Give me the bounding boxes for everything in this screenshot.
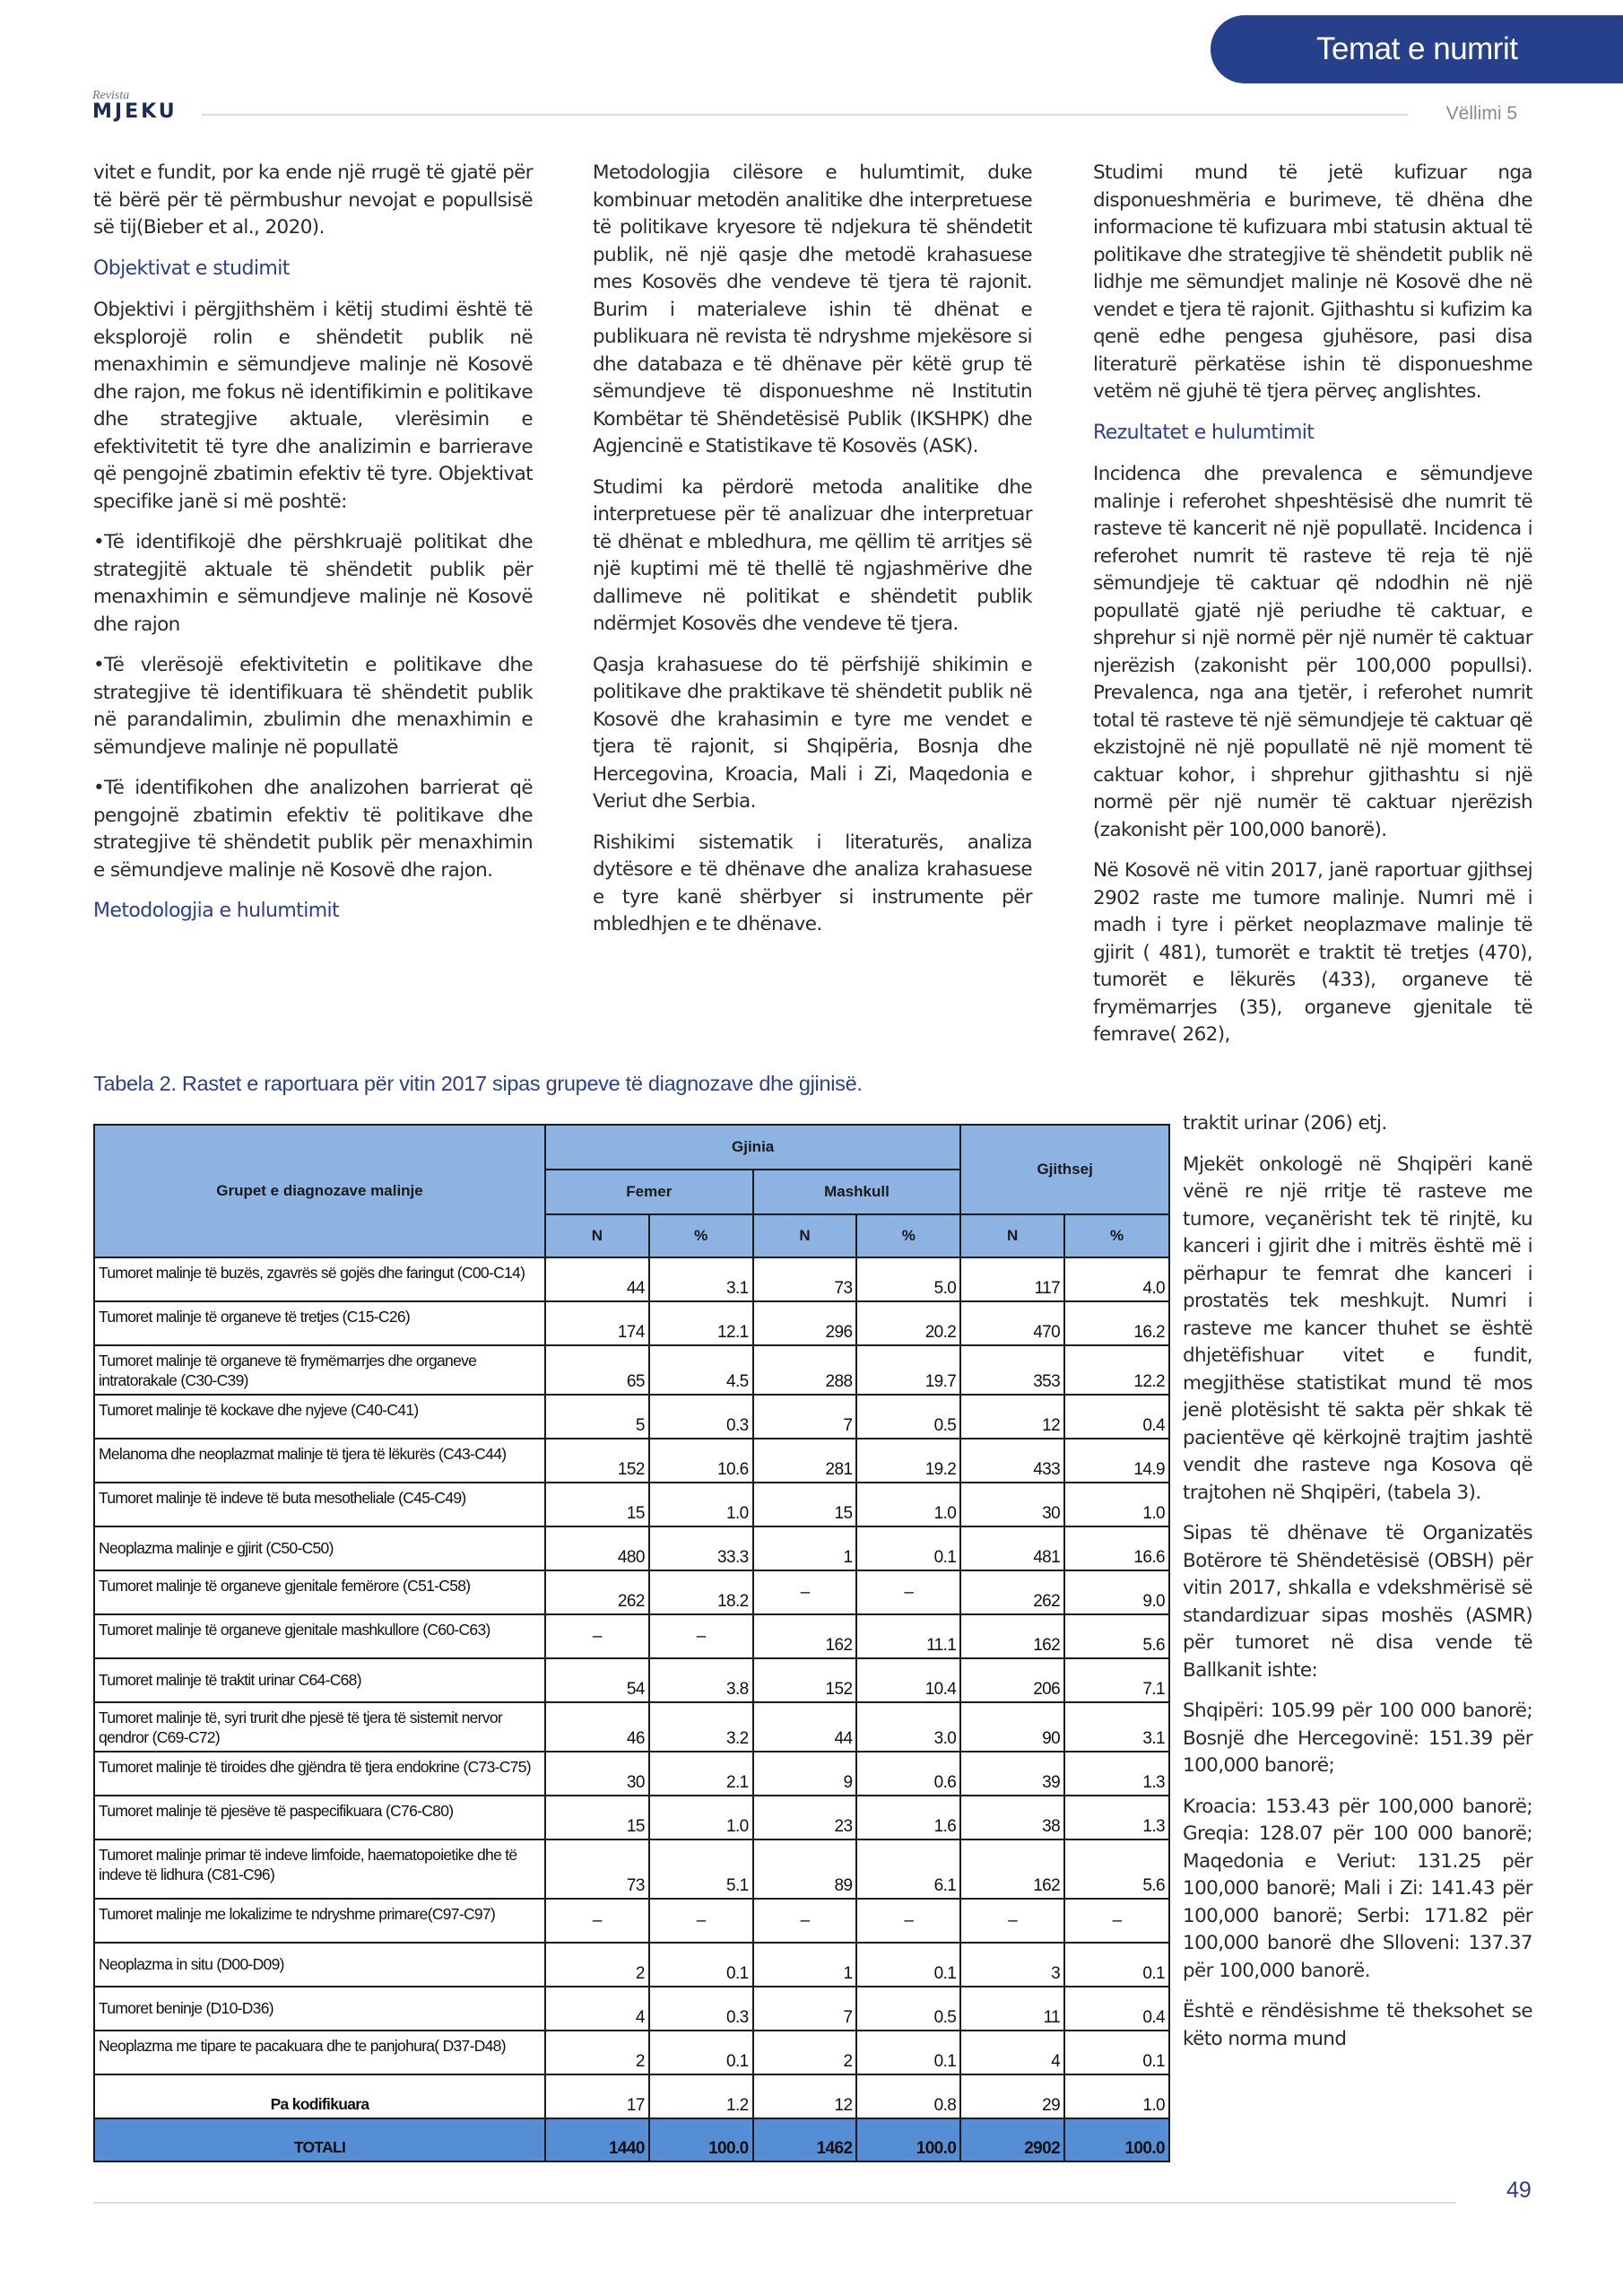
- paragraph: Incidenca dhe prevalenca e sëmundjeve malinje i referohet shpeshtësisë dhe numrit të rasteve të kancerit në një popullatë. Incidenca i referohet numrit të rasteve të reja të një sëmundjeje të caktuar që ndodhin në një popullatë gjatë një periudhe të caktuar, e shprehur si një normë për një numër të caktuar njerëzish (zakonisht për 100,000 popullsi). Prevalenca, nga ana tjetër, i referohet numrit total të rasteve të një sëmundjeje të caktuar që ekzistojnë në një popullatë në një moment të caktuar kohor, i shprehur gjithashtu si një normë për një numër të caktuar njerëzish (zakonisht për 100,000 banorë).: [1093, 463, 1532, 841]
- table-row: [94, 1987, 1169, 2031]
- cell-female-n: –: [545, 1899, 649, 1943]
- cell-female-pct: 0.1: [649, 1943, 753, 1987]
- cell-male-n: 296: [753, 1301, 857, 1345]
- total-male-n: 1462: [753, 2118, 857, 2161]
- cell-female-n: 15: [545, 1796, 649, 1839]
- cell-male-pct: 0.5: [856, 1987, 960, 2031]
- cell-male-n: 7: [753, 1987, 857, 2031]
- header-n: N: [960, 1214, 1064, 1257]
- total-female-n: 1440: [545, 2118, 649, 2161]
- cell-male-n: –: [753, 1570, 857, 1614]
- cell-male-pct: 1.6: [856, 1796, 960, 1839]
- cell-male-pct: 19.7: [856, 1345, 960, 1395]
- cell-female-n: 4: [545, 1987, 649, 2031]
- cell-total-n: 470: [960, 1301, 1064, 1345]
- cell-male-pct: 0.1: [856, 1526, 960, 1570]
- cell-total-pct: 9.0: [1064, 1570, 1169, 1614]
- cell-total-pct: –: [1064, 1899, 1169, 1943]
- header-n: N: [545, 1214, 649, 1257]
- cell-female-n: –: [545, 1614, 649, 1658]
- cell-total-pct: 7.1: [1064, 1658, 1169, 1702]
- cell-male-pct: 19.2: [856, 1439, 960, 1483]
- logo-big-text: MJEKU: [92, 100, 178, 123]
- cell-female-pct: 0.1: [649, 2031, 753, 2074]
- row-label: Tumoret malinje primar të indeve limfoide, haematopoietike dhe të indeve të lidhura (C81-C96): [94, 1839, 545, 1899]
- cell-male-pct: 0.6: [856, 1752, 960, 1796]
- cell-total-pct: 12.2: [1064, 1345, 1169, 1395]
- cell-male-n: 281: [753, 1439, 857, 1483]
- cell-female-pct: 10.6: [649, 1439, 753, 1483]
- cell-male-pct: 5.0: [856, 1257, 960, 1301]
- cell-male-pct: 3.0: [856, 1702, 960, 1752]
- cell-female-n: 2: [545, 1943, 649, 1987]
- cell-female-pct: 0.3: [649, 1987, 753, 2031]
- table-row: [94, 1301, 1169, 1345]
- row-label: Tumoret malinje të indeve të buta mesotheliale (C45-C49): [94, 1483, 545, 1526]
- paragraph: Kroacia: 153.43 për 100,000 banorë; Greqia: 128.07 për 100 000 banorë; Maqedonia e Veriut: 131.25 për 100,000 banorë; Mali i Zi: 141.43 për 100,000 banorë; Serbi: 171.82 për 100,000 banorë dhe Slloveni: 137.37 për 100,000 banorë.: [1183, 1795, 1532, 1982]
- cell-female-n: 54: [545, 1658, 649, 1702]
- cell-male-n: 12: [753, 2074, 857, 2118]
- cell-male-pct: –: [856, 1570, 960, 1614]
- cell-total-pct: 1.0: [1064, 2074, 1169, 2118]
- row-label: Tumoret beninje (D10-D36): [94, 1987, 545, 2031]
- section-heading-results: Rezultatet e hulumtimit: [1093, 421, 1315, 444]
- row-label: Neoplazma malinje e gjirit (C50-C50): [94, 1526, 545, 1570]
- row-label: Tumoret malinje të tiroides dhe gjëndra të tjera endokrine (C73-C75): [94, 1752, 545, 1796]
- paragraph: Studimi ka përdorë metoda analitike dhe interpretuese për të analizuar dhe interpretuar të dhënat e mbledhura, me qëllim të arritjes së një kuptimi më të thellë të ngjashmërive dhe dallimeve në politikat e shëndetit publik ndërmjet Kosovës dhe vendeve të tjera.: [593, 475, 1032, 635]
- cell-total-pct: 0.1: [1064, 2031, 1169, 2074]
- header-diagnosis-group: Grupet e diagnozave malinje: [94, 1125, 545, 1257]
- paragraph: Studimi mund të jetë kufizuar nga disponueshmëria e burimeve, të dhëna dhe informacione të kufizuara mbi statusin aktual të politikave dhe strategjive të shëndetit publik në lidhje me sëmundjet malinje në Kosovë dhe në vendet e tjera të rajonit. Gjithashtu si kufizim ka qenë edhe pengesa gjuhësore, pasi disa literaturë përkatëse ishin të disponueshme vetëm në gjuhë të tjera përveç anglishtes.: [1093, 161, 1532, 403]
- cell-female-pct: –: [649, 1899, 753, 1943]
- header-percent: %: [649, 1214, 753, 1257]
- total-male-pct: 100.0: [856, 2118, 960, 2161]
- column-2: [593, 160, 1032, 952]
- diagnosis-table: [93, 1124, 1170, 2162]
- paragraph: Në Kosovë në vitin 2017, janë raportuar gjithsej 2902 raste me tumore malinje. Numri më i madh i tyre i përket neoplazmave malinje të gjirit ( 481), tumorët e traktit të tretjes (470), tumorët e lëkurës (433), organeve të frymëmarrjes (35), organeve gjenitale të femrave( 262),: [1093, 859, 1532, 1046]
- logo-small-text: Revista: [92, 89, 130, 102]
- cell-female-pct: 12.1: [649, 1301, 753, 1345]
- cell-total-n: 353: [960, 1345, 1064, 1395]
- cell-total-pct: 0.4: [1064, 1987, 1169, 2031]
- table-caption: Tabela 2. Rastet e raportuara për vitin 2017 sipas grupeve të diagnozave dhe gjinisë.: [93, 1072, 863, 1095]
- cell-total-n: 117: [960, 1257, 1064, 1301]
- cell-total-pct: 1.0: [1064, 1483, 1169, 1526]
- bullet-item: •Të identifikohen dhe analizohen barrierat që pengojnë zbatimin efektiv të politikave dhe strategjive të shëndetit publik për menaxhimin e sëmundjeve malinje në Kosovë dhe rajon.: [93, 777, 533, 882]
- cell-female-pct: 33.3: [649, 1526, 753, 1570]
- cell-female-pct: 1.0: [649, 1796, 753, 1839]
- column-3: [1093, 160, 1532, 1049]
- cell-total-n: 162: [960, 1839, 1064, 1899]
- cell-male-pct: 11.1: [856, 1614, 960, 1658]
- cell-female-n: 174: [545, 1301, 649, 1345]
- page-number: 49: [1506, 2178, 1532, 2203]
- cell-total-pct: 3.1: [1064, 1702, 1169, 1752]
- header-female: Femer: [545, 1170, 753, 1214]
- cell-total-pct: 0.4: [1064, 1395, 1169, 1439]
- row-label: Tumoret malinje të buzës, zgavrës së gojës dhe faringut (C00-C14): [94, 1257, 545, 1301]
- table-row: [94, 1345, 1169, 1395]
- row-label: Neoplazma in situ (D00-D09): [94, 1943, 545, 1987]
- cell-total-n: 29: [960, 2074, 1064, 2118]
- cell-male-n: 7: [753, 1395, 857, 1439]
- paragraph-tail: traktit urinar (206) etj.: [1183, 1112, 1387, 1135]
- cell-total-n: 481: [960, 1526, 1064, 1570]
- table-row: [94, 1752, 1169, 1796]
- header-divider: [202, 114, 1408, 116]
- table-row: [94, 2074, 1169, 2118]
- cell-total-pct: 0.1: [1064, 1943, 1169, 1987]
- paragraph: Mjekët onkologë në Shqipëri kanë vënë re një rritje të rasteve me tumore, veçanërisht tek të rinjtë, ku kanceri i gjirit dhe i mitrës është më i përhapur te femrat dhe kanceri i prostatës tek meshkujt. Numri i rasteve me kancer thuhet se është dhjetëfishuar vitet e fundit, megjithëse statistikat mund të mos jenë plotësisht të sakta për shkak të pacientëve që kërkojnë trajtim jashtë vendit dhe rasteve nga Kosova që trajtohen në Shqipëri, (tabela 3).: [1183, 1152, 1532, 1504]
- cell-male-n: 288: [753, 1345, 857, 1395]
- table-row: [94, 2031, 1169, 2074]
- table-row: [94, 1570, 1169, 1614]
- paragraph: Rishikimi sistematik i literaturës, analiza dytësore e të dhënave dhe analiza krahasuese e tyre kanë shërbyer si instrumente për mbledhjen e te dhënave.: [593, 831, 1032, 935]
- cell-male-pct: 0.8: [856, 2074, 960, 2118]
- cell-male-n: 2: [753, 2031, 857, 2074]
- cell-total-n: 433: [960, 1439, 1064, 1483]
- row-label: Tumoret malinje të, syri trurit dhe pjesë të tjera të sistemit nervor qendror (C69-C72): [94, 1702, 545, 1752]
- cell-male-pct: 6.1: [856, 1839, 960, 1899]
- cell-total-pct: 1.3: [1064, 1796, 1169, 1839]
- cell-total-pct: 16.2: [1064, 1301, 1169, 1345]
- cell-female-pct: 3.1: [649, 1257, 753, 1301]
- paragraph: Qasja krahasuese do të përfshijë shikimin e politikave dhe praktikave të shëndetit publik në Kosovë dhe krahasimin e tyre me vendet e tjera të rajonit, si Shqipëria, Bosnja dhe Hercegovina, Kroacia, Mali i Zi, Maqedonia e Veriut dhe Serbia.: [593, 653, 1032, 813]
- table-row: [94, 1439, 1169, 1483]
- row-label: Tumoret malinje të organeve gjenitale mashkullore (C60-C63): [94, 1614, 545, 1658]
- volume-label: Vëllimi 5: [1445, 103, 1517, 124]
- cell-female-n: 73: [545, 1839, 649, 1899]
- paragraph: Është e rëndësishme të theksohet se këto norma mund: [1183, 2000, 1532, 2050]
- cell-female-pct: 0.3: [649, 1395, 753, 1439]
- header-male: Mashkull: [753, 1170, 961, 1214]
- cell-male-n: 44: [753, 1702, 857, 1752]
- cell-total-n: 90: [960, 1702, 1064, 1752]
- header-percent: %: [856, 1214, 960, 1257]
- section-heading-methodology: Metodologjia e hulumtimit: [93, 900, 340, 922]
- table-row: [94, 1839, 1169, 1899]
- paragraph: Objektivi i përgjithshëm i këtij studimi është të eksplorojë rolin e shëndetit publik në menaxhimin e sëmundjeve malinje në Kosovë dhe rajon, me fokus në identifikimin e politikave dhe strategjive aktuale, vlerësimin e efektivitetit të tyre dhe analizimin e barrierave që pengojnë zbatimin efektiv të tyre. Objektivat specifike janë si më poshtë:: [93, 299, 533, 513]
- row-label: Neoplazma me tipare te pacakuara dhe te panjohura( D37-D48): [94, 2031, 545, 2074]
- cell-total-pct: 5.6: [1064, 1614, 1169, 1658]
- cell-female-pct: –: [649, 1614, 753, 1658]
- bullet-item: •Të identifikojë dhe përshkruajë politikat dhe strategjitë aktuale të shëndetit publik për menaxhimin e sëmundjeve malinje në Kosovë dhe rajon: [93, 531, 533, 636]
- table-row: [94, 1796, 1169, 1839]
- cell-female-n: 46: [545, 1702, 649, 1752]
- header-total: Gjithsej: [960, 1125, 1169, 1214]
- table-total-row: [94, 2118, 1169, 2161]
- table-row: [94, 1526, 1169, 1570]
- cell-total-n: 4: [960, 2031, 1064, 2074]
- cell-male-n: 152: [753, 1658, 857, 1702]
- cell-female-pct: 3.2: [649, 1702, 753, 1752]
- row-label: Tumoret malinje të organeve të tretjes (C15-C26): [94, 1301, 545, 1345]
- footer-divider: [93, 2202, 1456, 2204]
- cell-male-n: 1: [753, 1526, 857, 1570]
- table-row: [94, 1483, 1169, 1526]
- cell-male-pct: 1.0: [856, 1483, 960, 1526]
- table-row: [94, 1943, 1169, 1987]
- cell-female-pct: 2.1: [649, 1752, 753, 1796]
- cell-female-n: 44: [545, 1257, 649, 1301]
- paragraph: Sipas të dhënave të Organizatës Botërore të Shëndetësisë (OBSH) për vitin 2017, shkalla e vdekshmërisë së standardizuar sipas moshës (ASMR) për tumoret në disa vende të Ballkanit ishte:: [1183, 1522, 1532, 1682]
- paragraph: Metodologjia cilësore e hulumtimit, duke kombinuar metodën analitike dhe interpretuese të politikave kryesore të ndjekura të shëndetit publik, në një qasje dhe metodë krahasuese mes Kosovës dhe vendeve të tjera të rajonit. Burim i materialeve ishin të dhënat e publikuara në revista të ndryshme mjekësore si dhe databaza e të dhënave për këtë grup të sëmundjeve të disponueshme në Institutin Kombëtar të Shëndetësisë Publik (IKSHPK) dhe Agjencinë e Statistikave të Kosovës (ASK).: [593, 161, 1032, 457]
- table-row: [94, 1614, 1169, 1658]
- cell-female-n: 2: [545, 2031, 649, 2074]
- total-pct: 100.0: [1064, 2118, 1169, 2161]
- cell-total-n: 39: [960, 1752, 1064, 1796]
- row-label: Tumoret malinje të traktit urinar C64-C68): [94, 1658, 545, 1702]
- cell-female-n: 65: [545, 1345, 649, 1395]
- cell-total-n: 3: [960, 1943, 1064, 1987]
- table-row: [94, 1395, 1169, 1439]
- table-row: [94, 1257, 1169, 1301]
- cell-female-pct: 5.1: [649, 1839, 753, 1899]
- journal-logo: [92, 90, 178, 122]
- header-percent: %: [1064, 1214, 1169, 1257]
- cell-female-pct: 4.5: [649, 1345, 753, 1395]
- cell-female-n: 152: [545, 1439, 649, 1483]
- cell-male-n: 23: [753, 1796, 857, 1839]
- cell-total-n: 162: [960, 1614, 1064, 1658]
- cell-male-pct: 0.1: [856, 1943, 960, 1987]
- cell-male-n: 162: [753, 1614, 857, 1658]
- row-label: Tumoret malinje të kockave dhe nyjeve (C40-C41): [94, 1395, 545, 1439]
- cell-male-n: 73: [753, 1257, 857, 1301]
- bullet-item: •Të vlerësojë efektivitetin e politikave dhe strategjive të identifikuara të shëndetit publik në parandalimin, zbulimin dhe menaxhimin e sëmundjeve malinje në popullatë: [93, 654, 533, 759]
- paragraph: Shqipëri: 105.99 për 100 000 banorë; Bosnjë dhe Hercegovinë: 151.39 për 100,000 banorë;: [1183, 1700, 1532, 1777]
- cell-female-pct: 3.8: [649, 1658, 753, 1702]
- table-row: [94, 1899, 1169, 1943]
- row-label: Pa kodifikuara: [94, 2074, 545, 2118]
- cell-male-pct: –: [856, 1899, 960, 1943]
- header-gender: Gjinia: [545, 1125, 960, 1170]
- cell-male-n: 89: [753, 1839, 857, 1899]
- row-label: Tumoret malinje të organeve të frymëmarrjes dhe organeve intratorakale (C30-C39): [94, 1345, 545, 1395]
- cell-total-n: 30: [960, 1483, 1064, 1526]
- row-label: Tumoret malinje të pjesëve të paspecifikuara (C76-C80): [94, 1796, 545, 1839]
- cell-female-n: 5: [545, 1395, 649, 1439]
- cell-female-n: 480: [545, 1526, 649, 1570]
- total-label: TOTALI: [94, 2118, 545, 2161]
- section-heading-objectives: Objektivat e studimit: [93, 257, 290, 280]
- cell-female-n: 262: [545, 1570, 649, 1614]
- cell-total-n: 262: [960, 1570, 1064, 1614]
- cell-total-n: 11: [960, 1987, 1064, 2031]
- row-label: Tumoret malinje të organeve gjenitale femërore (C51-C58): [94, 1570, 545, 1614]
- cell-total-n: 12: [960, 1395, 1064, 1439]
- cell-total-pct: 16.6: [1064, 1526, 1169, 1570]
- cell-male-pct: 10.4: [856, 1658, 960, 1702]
- cell-total-pct: 4.0: [1064, 1257, 1169, 1301]
- header-n: N: [753, 1214, 857, 1257]
- cell-female-n: 30: [545, 1752, 649, 1796]
- cell-female-pct: 1.2: [649, 2074, 753, 2118]
- cell-male-n: 1: [753, 1943, 857, 1987]
- cell-total-pct: 5.6: [1064, 1839, 1169, 1899]
- row-label: Tumoret malinje me lokalizime te ndryshme primare(C97-C97): [94, 1899, 545, 1943]
- total-female-pct: 100.0: [649, 2118, 753, 2161]
- table-row: [94, 1702, 1169, 1752]
- cell-male-pct: 0.5: [856, 1395, 960, 1439]
- cell-male-n: 9: [753, 1752, 857, 1796]
- section-tab: Temat e numrit: [1211, 15, 1623, 83]
- cell-male-pct: 0.1: [856, 2031, 960, 2074]
- total-n: 2902: [960, 2118, 1064, 2161]
- cell-female-n: 17: [545, 2074, 649, 2118]
- cell-male-n: –: [753, 1899, 857, 1943]
- cell-total-n: –: [960, 1899, 1064, 1943]
- cell-total-pct: 14.9: [1064, 1439, 1169, 1483]
- table-row: [94, 1658, 1169, 1702]
- cell-total-n: 206: [960, 1658, 1064, 1702]
- cell-male-pct: 20.2: [856, 1301, 960, 1345]
- column-1: [93, 160, 533, 940]
- cell-male-n: 15: [753, 1483, 857, 1526]
- cell-female-pct: 18.2: [649, 1570, 753, 1614]
- row-label: Melanoma dhe neoplazmat malinje të tjera të lëkurës (C43-C44): [94, 1439, 545, 1483]
- cell-female-n: 15: [545, 1483, 649, 1526]
- paragraph: vitet e fundit, por ka ende një rrugë të gjatë për të bërë për të përmbushur nevojat e popullsisë së tij(Bieber et al., 2020).: [93, 161, 533, 239]
- cell-female-pct: 1.0: [649, 1483, 753, 1526]
- column-3-narrow: [1183, 1112, 1532, 2066]
- cell-total-n: 38: [960, 1796, 1064, 1839]
- cell-total-pct: 1.3: [1064, 1752, 1169, 1796]
